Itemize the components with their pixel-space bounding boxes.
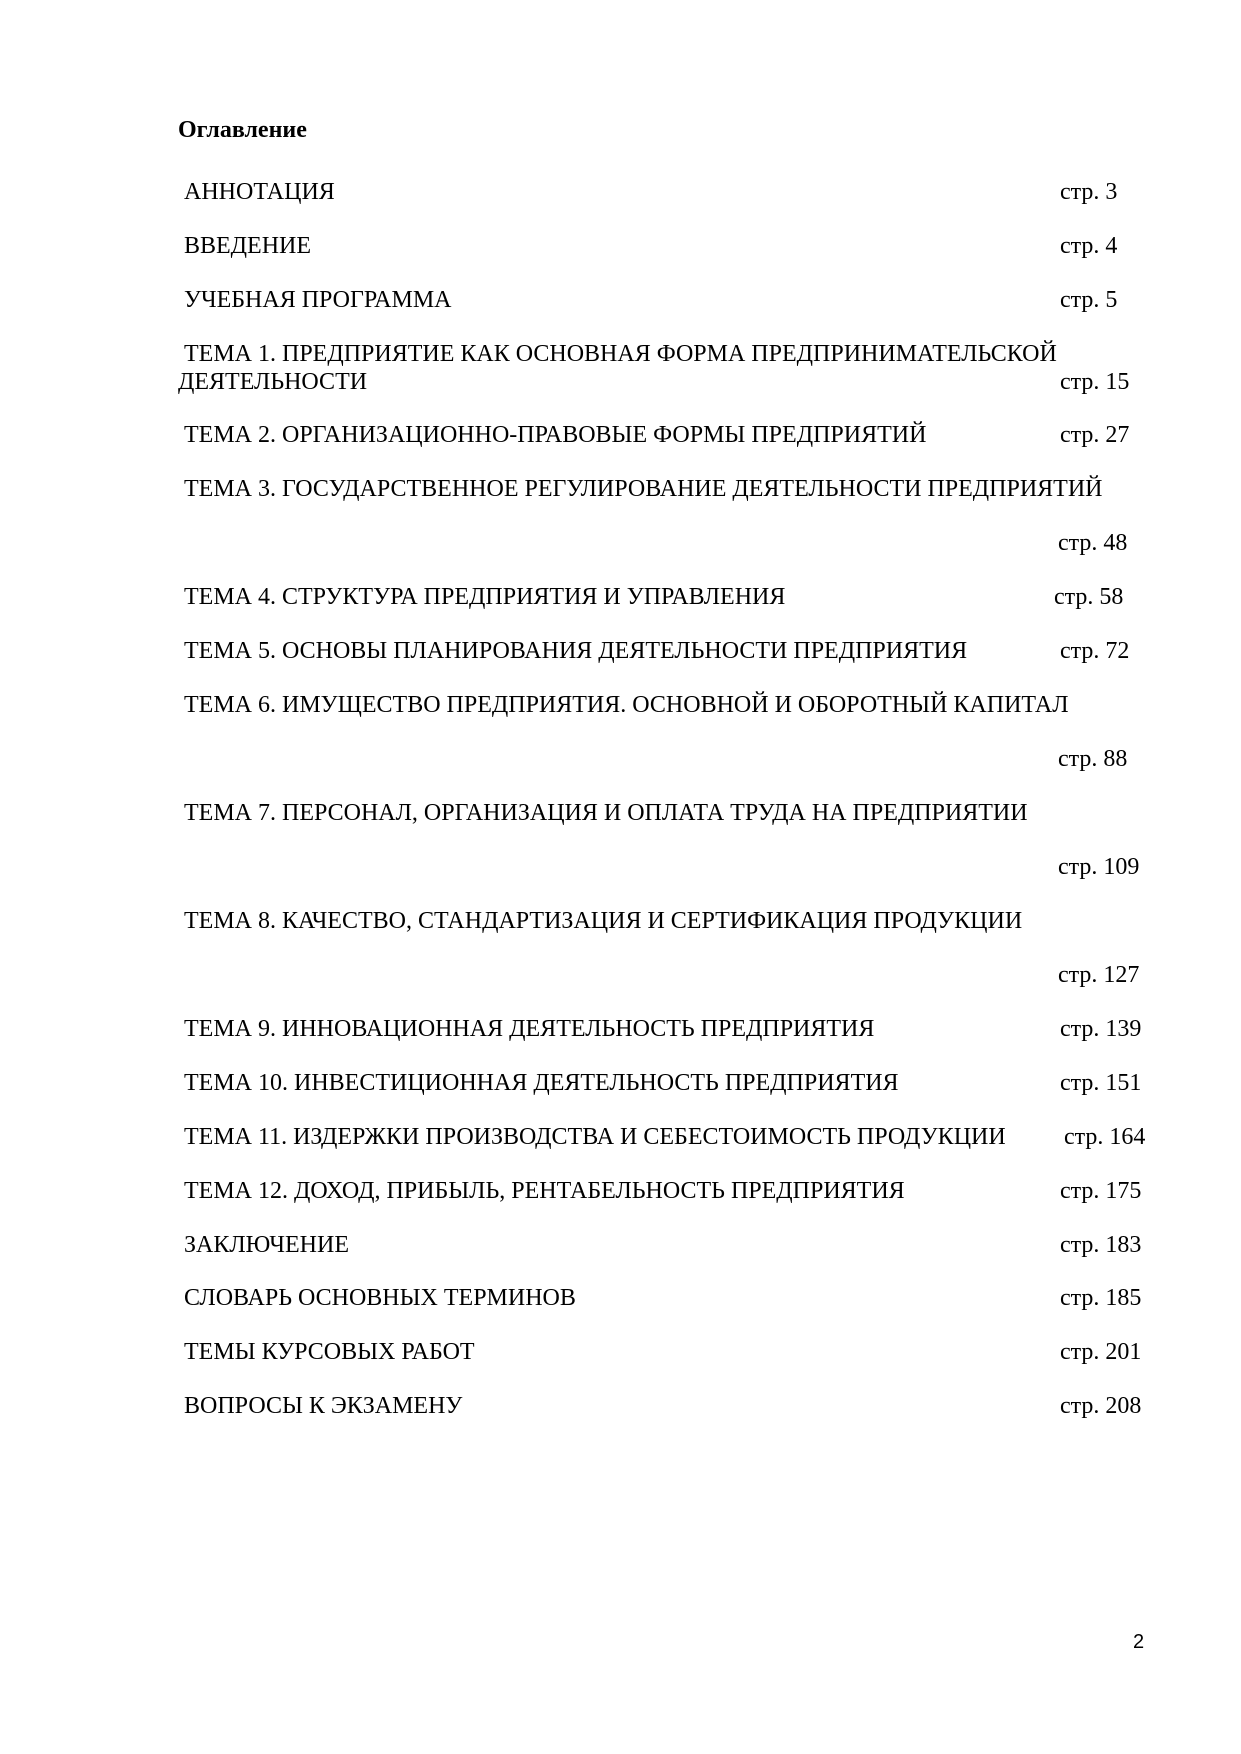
toc-entry-page: стр. 164 — [1064, 1124, 1146, 1150]
toc-entry-title: ТЕМА 6. ИМУЩЕСТВО ПРЕДПРИЯТИЯ. ОСНОВНОЙ И ОБОРОТНЫЙ КАПИТАЛ — [184, 692, 1069, 718]
toc-entry-page: стр. 183 — [1060, 1232, 1142, 1258]
toc-entry-title: ТЕМА 8. КАЧЕСТВО, СТАНДАРТИЗАЦИЯ И СЕРТИФИКАЦИЯ ПРОДУКЦИИ — [184, 908, 1023, 934]
toc-entry-title-continuation: ДЕЯТЕЛЬНОСТИ — [178, 369, 368, 395]
toc-entry-title: ТЕМА 9. ИННОВАЦИОННАЯ ДЕЯТЕЛЬНОСТЬ ПРЕДПРИЯТИЯ — [184, 1016, 875, 1042]
toc-entry-page: стр. 185 — [1060, 1285, 1142, 1311]
toc-entry-page: стр. 127 — [1058, 962, 1140, 988]
toc-entry-page: стр. 5 — [1060, 287, 1118, 313]
toc-entry-title: ВОПРОСЫ К ЭКЗАМЕНУ — [184, 1393, 463, 1419]
toc-entry-page: стр. 88 — [1058, 746, 1128, 772]
toc-entry-title: АННОТАЦИЯ — [184, 179, 335, 205]
toc-heading: Оглавление — [178, 117, 307, 143]
toc-entry-page: стр. 201 — [1060, 1339, 1142, 1365]
toc-entry-title: ТЕМА 11. ИЗДЕРЖКИ ПРОИЗВОДСТВА И СЕБЕСТОИМОСТЬ ПРОДУКЦИИ — [184, 1124, 1006, 1150]
toc-entry-title: ЗАКЛЮЧЕНИЕ — [184, 1232, 349, 1258]
toc-entry-page: стр. 4 — [1060, 233, 1118, 259]
toc-entry-page: стр. 109 — [1058, 854, 1140, 880]
toc-entry-title: УЧЕБНАЯ ПРОГРАММА — [184, 287, 452, 313]
page-number: 2 — [1133, 1631, 1145, 1653]
toc-entry-title: ТЕМЫ КУРСОВЫХ РАБОТ — [184, 1339, 475, 1365]
toc-entry-title: ТЕМА 5. ОСНОВЫ ПЛАНИРОВАНИЯ ДЕЯТЕЛЬНОСТИ ПРЕДПРИЯТИЯ — [184, 638, 968, 664]
toc-entry-page: стр. 27 — [1060, 422, 1130, 448]
toc-entry-title: СЛОВАРЬ ОСНОВНЫХ ТЕРМИНОВ — [184, 1285, 576, 1311]
toc-entry-title: ТЕМА 10. ИНВЕСТИЦИОННАЯ ДЕЯТЕЛЬНОСТЬ ПРЕДПРИЯТИЯ — [184, 1070, 899, 1096]
toc-entry-page: стр. 175 — [1060, 1178, 1142, 1204]
toc-entry-page: стр. 3 — [1060, 179, 1118, 205]
toc-entry-title: ТЕМА 4. СТРУКТУРА ПРЕДПРИЯТИЯ И УПРАВЛЕНИЯ — [184, 584, 786, 610]
toc-entry-title: ТЕМА 7. ПЕРСОНАЛ, ОРГАНИЗАЦИЯ И ОПЛАТА ТРУДА НА ПРЕДПРИЯТИИ — [184, 800, 1028, 826]
toc-entry-page: стр. 151 — [1060, 1070, 1142, 1096]
toc-entry-title: ТЕМА 3. ГОСУДАРСТВЕННОЕ РЕГУЛИРОВАНИЕ ДЕЯТЕЛЬНОСТИ ПРЕДПРИЯТИЙ — [184, 476, 1103, 502]
toc-entry-page: стр. 139 — [1060, 1016, 1142, 1042]
toc-entry-title: ТЕМА 1. ПРЕДПРИЯТИЕ КАК ОСНОВНАЯ ФОРМА ПРЕДПРИНИМАТЕЛЬСКОЙ — [184, 341, 1057, 367]
toc-entry-page: стр. 48 — [1058, 530, 1128, 556]
toc-entry-title: ВВЕДЕНИЕ — [184, 233, 312, 259]
toc-entry-title: ТЕМА 2. ОРГАНИЗАЦИОННО-ПРАВОВЫЕ ФОРМЫ ПРЕДПРИЯТИЙ — [184, 422, 927, 448]
toc-entry-title: ТЕМА 12. ДОХОД, ПРИБЫЛЬ, РЕНТАБЕЛЬНОСТЬ ПРЕДПРИЯТИЯ — [184, 1178, 905, 1204]
toc-entry-page: стр. 58 — [1054, 584, 1124, 610]
toc-entry-page: стр. 15 — [1060, 369, 1130, 395]
toc-entry-page: стр. 72 — [1060, 638, 1130, 664]
toc-entry-page: стр. 208 — [1060, 1393, 1142, 1419]
